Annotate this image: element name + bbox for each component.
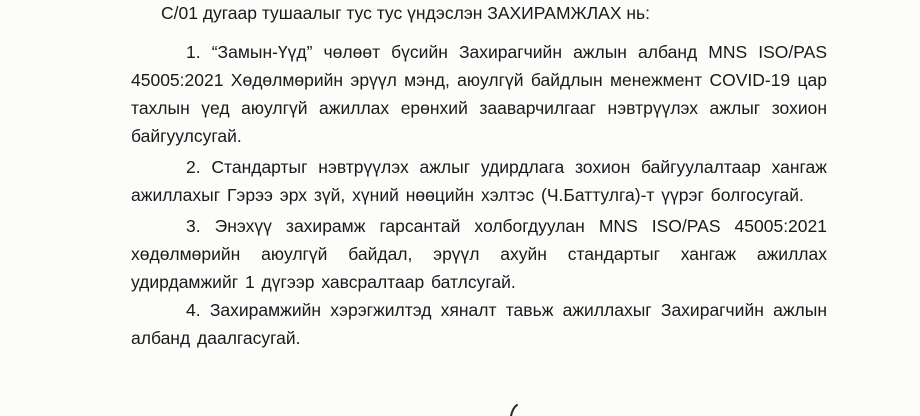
item-1 — [131, 38, 827, 150]
item-3 — [131, 212, 827, 296]
item-2-number: 2. — [186, 157, 201, 177]
item-3-text: Энэхүү захирамж гарсантай холбогдуулан MNS ISO/PAS 45005:2021 хөдөлмөрийн аюулгүй байдал, эрүүл ахуйн стандартыг хангаж ажиллах удирдамжийг 1 дүгээр хавсралтаар батлсугай. — [131, 216, 827, 292]
item-3-number: 3. — [186, 216, 201, 236]
item-4-number: 4. — [186, 300, 201, 320]
intro-line: С/01 дугаар тушаалыг тус тус үндэслэн ЗАХИРАМЖЛАХ нь: — [161, 3, 651, 23]
item-2 — [131, 153, 827, 209]
signature-stroke — [509, 404, 519, 416]
item-2-text: Стандартыг нэвтрүүлэх ажлыг удирдлага зохион байгуулалтаар хангаж ажиллахыг Гэрээ эрх зүй, хүний нөөцийн хэлтэс (Ч.Баттулга)-т үүрэг болгосугай. — [131, 157, 827, 205]
item-4 — [131, 296, 827, 352]
item-4-text: Захирамжийн хэрэгжилтэд хяналт тавьж ажиллахыг Захирагчийн ажлын албанд даалгасугай. — [131, 300, 827, 348]
item-1-text: “Замын-Үүд” чөлөөт бүсийн Захирагчийн ажлын албанд MNS ISO/PAS 45005:2021 Хөдөлмөрийн эрүүл мэнд, аюулгүй байдлын менежмент COVID-19 цар тахлын үед аюулгүй ажиллах ерөнхий зааварчилгааг нэвтрүүлэх ажлыг зохион байгуулсугай. — [131, 42, 827, 146]
item-1-number: 1. — [186, 42, 201, 62]
